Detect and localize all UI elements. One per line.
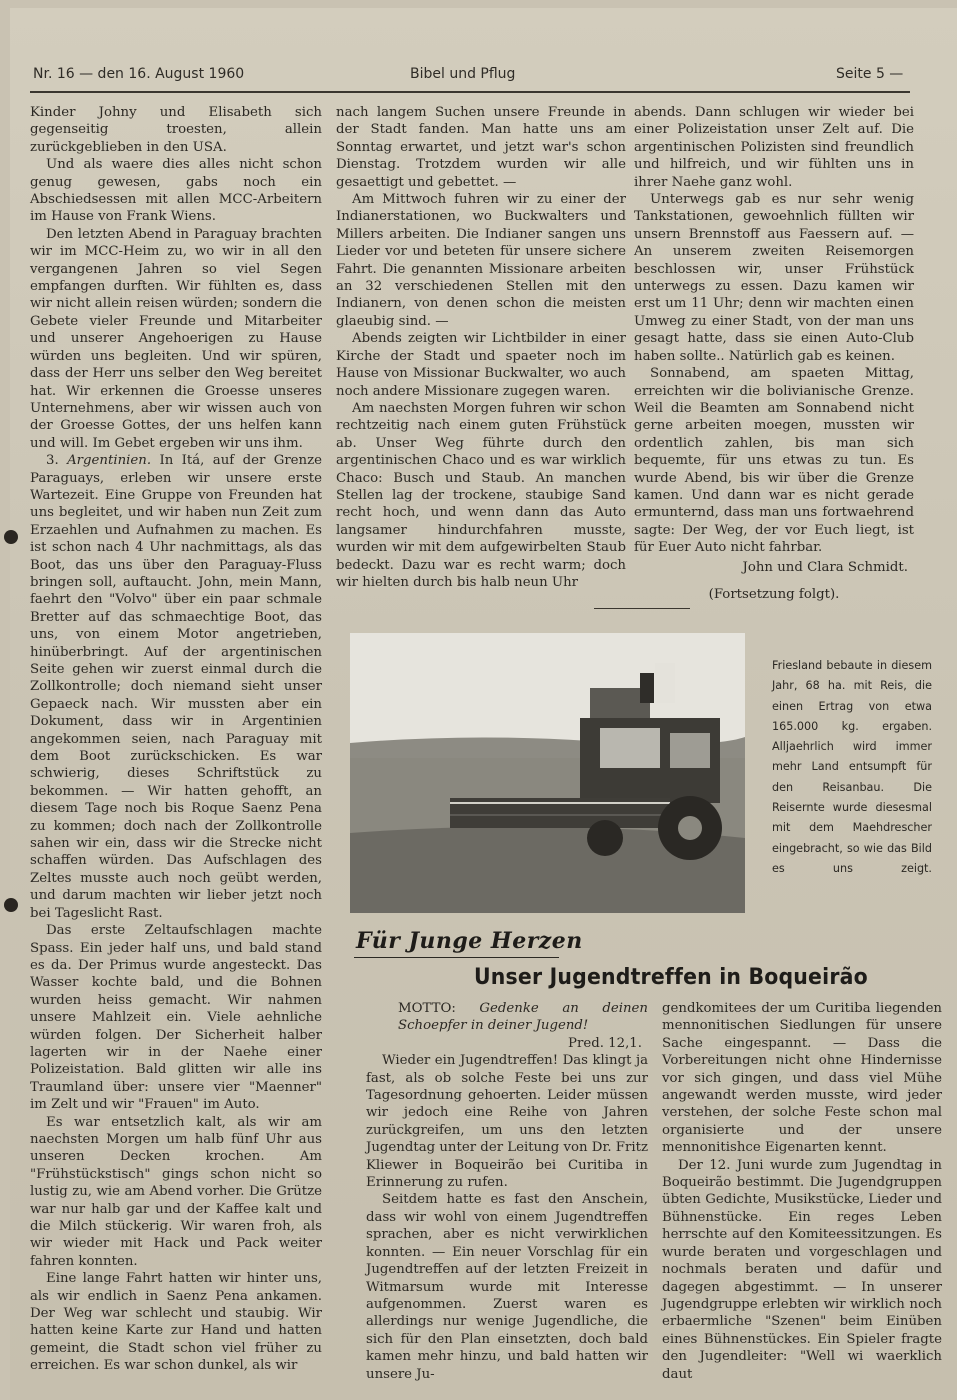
paragraph: Wieder ein Jugendtreffen! Das klingt ja fast, als ob solche Feste bei uns zur Tagesordnung gehoerten. Leider müssen wir jedoch eine Reihe von Jahren zurückgreifen, um uns den letzten Jugendtag unter der Leitung von Dr. Fritz Kliewer in Boqueirão bei Curitiba in Erinnerung zu rufen. [366,1053,648,1191]
motto-reference: Pred. 12,1. [568,1035,642,1051]
article2-column-1 [366,1000,648,1383]
paragraph: Am Mittwoch fuhren wir zu einer der Indianerstationen, wo Buckwalters und Millers arbeiten. Die Indianer sangen uns Lieder vor und beteten für unsere sichere Fahrt. Die genannten Missionare arbeiten an 32 verschiedenen Stellen mit den Indianern, von denen schon die meisten glaeubig sind. — [336,192,626,329]
article1-column-2 [336,104,626,591]
harvester-photo [350,633,745,913]
header-rule [30,91,910,93]
author-signature: John und Clara Schmidt. [742,559,908,575]
paragraph: nach langem Suchen unsere Freunde in der Stadt fanden. Man hatte uns am Sonntag erwartet, und jetzt war's schon Dienstag. Trotzdem wurden wir alle gesaettigt und gebettet. — [336,105,626,190]
paragraph [30,452,322,922]
article1-column-3 [634,104,914,603]
paragraph: Kinder Johny und Elisabeth sich gegenseitig troesten, allein zurückgeblieben in den USA. [30,105,322,155]
paragraph: Es war entsetzlich kalt, als wir am naechsten Morgen um halb fünf Uhr aus unseren Decken krochen. Am "Frühstückstisch" gings schon nicht so lustig zu, wie am Abend vorher. Die Grütze war nur halb gar und der Kaffee kalt und die Milch stückerig. Wir waren froh, als wir wieder mit Hack und Pack weiter fahren konnten. [30,1114,322,1269]
section-title-underline [354,957,559,958]
paragraph: Unterwegs gab es nur sehr wenig Tankstationen, gewoehnlich füllten wir unsern Brennstoff aus Faessern auf. — An unserem zweiten Reisemorgen beschlossen wir, unser Frühstück unterwegs zu essen. Dazu kamen wir erst um 11 Uhr; denn wir machten einen Umweg zu einer Stadt, von der man uns gesagt hatte, dass sie einen Auto-Club haben sollte.. Natürlich gab es keinen. [634,192,914,364]
article2-headline: Unser Jugendtreffen in Boqueirão [474,965,868,990]
continued-note: (Fortsetzung folgt). [708,586,840,602]
motto-text: Gedenke an deinen Schoepfer in deiner Jugend! [398,1001,648,1034]
binder-hole [4,898,18,912]
paragraph: Seitdem hatte es fast den Anschein, dass wir wohl von einem Jugendtreffen sprachen, aber es nicht verwirklichen konnten. — Ein neuer Vorschlag für ein Jugendtreffen auf der letzten Freizeit in Witmarsum wurde mit Interesse aufgenommen. Zuerst waren es allerdings nur wenige Jugendliche, die sich für den Plan einsetzten, doch bald kamen mehr hinzu, und bald hatten wir unsere Ju- [366,1192,648,1382]
paragraph: Am naechsten Morgen fuhren wir schon rechtzeitig nach einem guten Frühstück ab. Unser Weg führte durch den argentinischen Chaco und es war wirklich Chaco: Busch und Staub. An manchen Stellen lag der trockene, staubige Sand recht hoch, und wenn dann das Auto langsamer hindurchfahren musste, wurden wir mit dem aufgewirbelten Staub bedeckt. Dazu war es recht warm; doch wir hielten durch bis halb neun Uhr [336,400,626,590]
paragraph: Und als waere dies alles nicht schon genug gewesen, gabs noch ein Abschiedsessen mit allen MCC-Arbeitern im Hause von Frank Wiens. [30,157,322,225]
section-number: 3. [46,453,59,469]
photo-caption: Friesland bebaute in diesem Jahr, 68 ha. mit Reis, die einen Ertrag von etwa 165.000 kg. ergaben. Alljaehrlich wird immer mehr Land entsumpft für den Reisanbau. Die Reisernte wurde diesesmal mit dem Maehdrescher eingebracht, so wie das Bild es uns zeigt. [772,659,932,875]
article-end-rule [594,608,690,609]
motto [366,1000,648,1035]
motto-label: MOTTO: [398,1001,456,1016]
paragraph: Den letzten Abend in Paraguay brachten wir im MCC-Heim zu, wo wir in all den vergangenen Jahren so viel Segen empfangen durften. Wir fühlten es, dass wir nicht allein reisen würden; sondern die Gebete vieler Freunde und Mitarbeiter und unserer Angehoerigen zu Hause würden uns begleiten. Und wir spüren, dass der Herr uns selber den Weg bereitet hat. Wir erkennen die Groesse unseres Unternehmens, aber wir wissen auch von der Groesse Gottes, der uns helfen kann und will. Im Gebet ergeben wir uns ihm. [30,226,322,451]
issue-number: Nr. 16 — den 16. August 1960 [33,66,245,82]
section-word: Argentinien. [67,453,152,469]
paragraph: Eine lange Fahrt hatten wir hinter uns, als wir endlich in Saenz Pena ankamen. Der Weg war schlecht und staubig. Wir hatten keine Karte zur Hand und hatten gemeint, die Stadt schon viel früher zu erreichen. Es war schon dunkel, als wir [30,1271,322,1374]
article1-column-1 [30,104,322,1375]
paragraph: abends. Dann schlugen wir wieder bei einer Polizeistation unser Zelt auf. Die argentinischen Polizisten sind freundlich und hilfreich, und wir fühlten uns in ihrer Naehe ganz wohl. [634,105,914,190]
paragraph: Der 12. Juni wurde zum Jugendtag in Boqueirão bestimmt. Die Jugendgruppen übten Gedichte, Musikstücke, Lieder und Bühnenstücke. Ein reges Leben herrschte auf den Komiteessitzungen. Es wurde beraten und vorgeschlagen und nochmals beraten und dafür und dagegen abgestimmt. — In unserer Jugendgruppe erlebten wir wirklich noch erbaermliche "Szenen" beim Einüben eines Bühnenstückes. Ein Spieler fragte den Jugendleiter: "Well wi waerklich daut [662,1157,942,1382]
section-title: Für Junge Herzen [356,928,583,954]
article2-column-2 [662,1000,942,1383]
newspaper-title: Bibel und Pflug [410,66,516,82]
paragraph: gendkomitees der um Curitiba liegenden mennonitischen Siedlungen für unsere Sache eingespannt. — Dass die Vorbereitungen nicht ohne Hindernisse vor sich gingen, und dass viel Mühe angewandt werden musste, wird jeder verstehen, der solche Feste schon mal organisierte und der unsere mennonitishce Eigenarten kennt. [662,1001,942,1156]
binder-hole [4,530,18,544]
combine-harvester-illustration [350,633,745,913]
paragraph: Sonnabend, am spaeten Mittag, erreichten wir die bolivianische Grenze. Weil die Beamten am Sonnabend nicht gerne arbeiten moegen, mussten wir ordentlich zahlen, bis man sich bequemte, für uns etwas zu tun. Es wurde Abend, bis wir über die Grenze kamen. Und dann war es nicht gerade ermunternd, dass man uns fortwaehrend sagte: Der Weg, der vor Euch liegt, ist für Euer Auto nicht fahrbar. [634,366,914,556]
section-text: In Itá, auf der Grenze Paraguays, erleben wir unsere erste Wartezeit. Eine Gruppe von Freunden hat uns begleitet, und wir haben nun Zeit zum Erzaehlen und Aufnahmen zu machen. Es ist schon nach 4 Uhr nachmittags, als das Boot, das uns über den Paraguay-Fluss bringen soll, auftaucht. John, mein Mann, faehrt den "Volvo" über ein paar schmale Bretter auf das schmaechtige Boot, das uns, von einem Motor angetrieben, hinüberbringt. Auf der argentinischen Seite gehen wir zuerst einmal durch die Zollkontrolle; doch niemand sieht unser Gepaeck nach. Wir mussten aber ein Dokument, dass wir in Argentinien angekommen seien, nach Paraguay mit dem Boot zurückschicken. Es war schwierig, dieses Schriftstück zu bekommen. — Wir hatten gehofft, an diesem Tage noch bis Roque Saenz Pena zu kommen; doch nach der Zollkontrolle sahen wir ein, dass wir die Strecke nicht schaffen würden. Das Aufschlagen des Zeltes musste auch noch geübt werden, und darum machten wir lieber jetzt noch bei Tageslicht Rast. [30,453,322,921]
page-number: Seite 5 — [836,66,904,82]
paragraph: Abends zeigten wir Lichtbilder in einer Kirche der Stadt und spaeter noch im Hause von Missionar Buckwalter, wo auch noch andere Missionare zugegen waren. [336,331,626,399]
paragraph: Das erste Zeltaufschlagen machte Spass. Ein jeder half uns, und bald stand es da. Der Primus wurde angesteckt. Das Wasser kochte bald, und die Bohnen wurden heiss gemacht. Wir nahmen unsere Mahlzeit ein. Viele aehnliche würden folgen. Der Sicherheit halber lagerten wir in der Naehe einer Polizeistation. Bald glitten wir alle ins Traumland über: unsere vier "Maenner" im Zelt und wir "Frauen" im Auto. [30,923,322,1113]
